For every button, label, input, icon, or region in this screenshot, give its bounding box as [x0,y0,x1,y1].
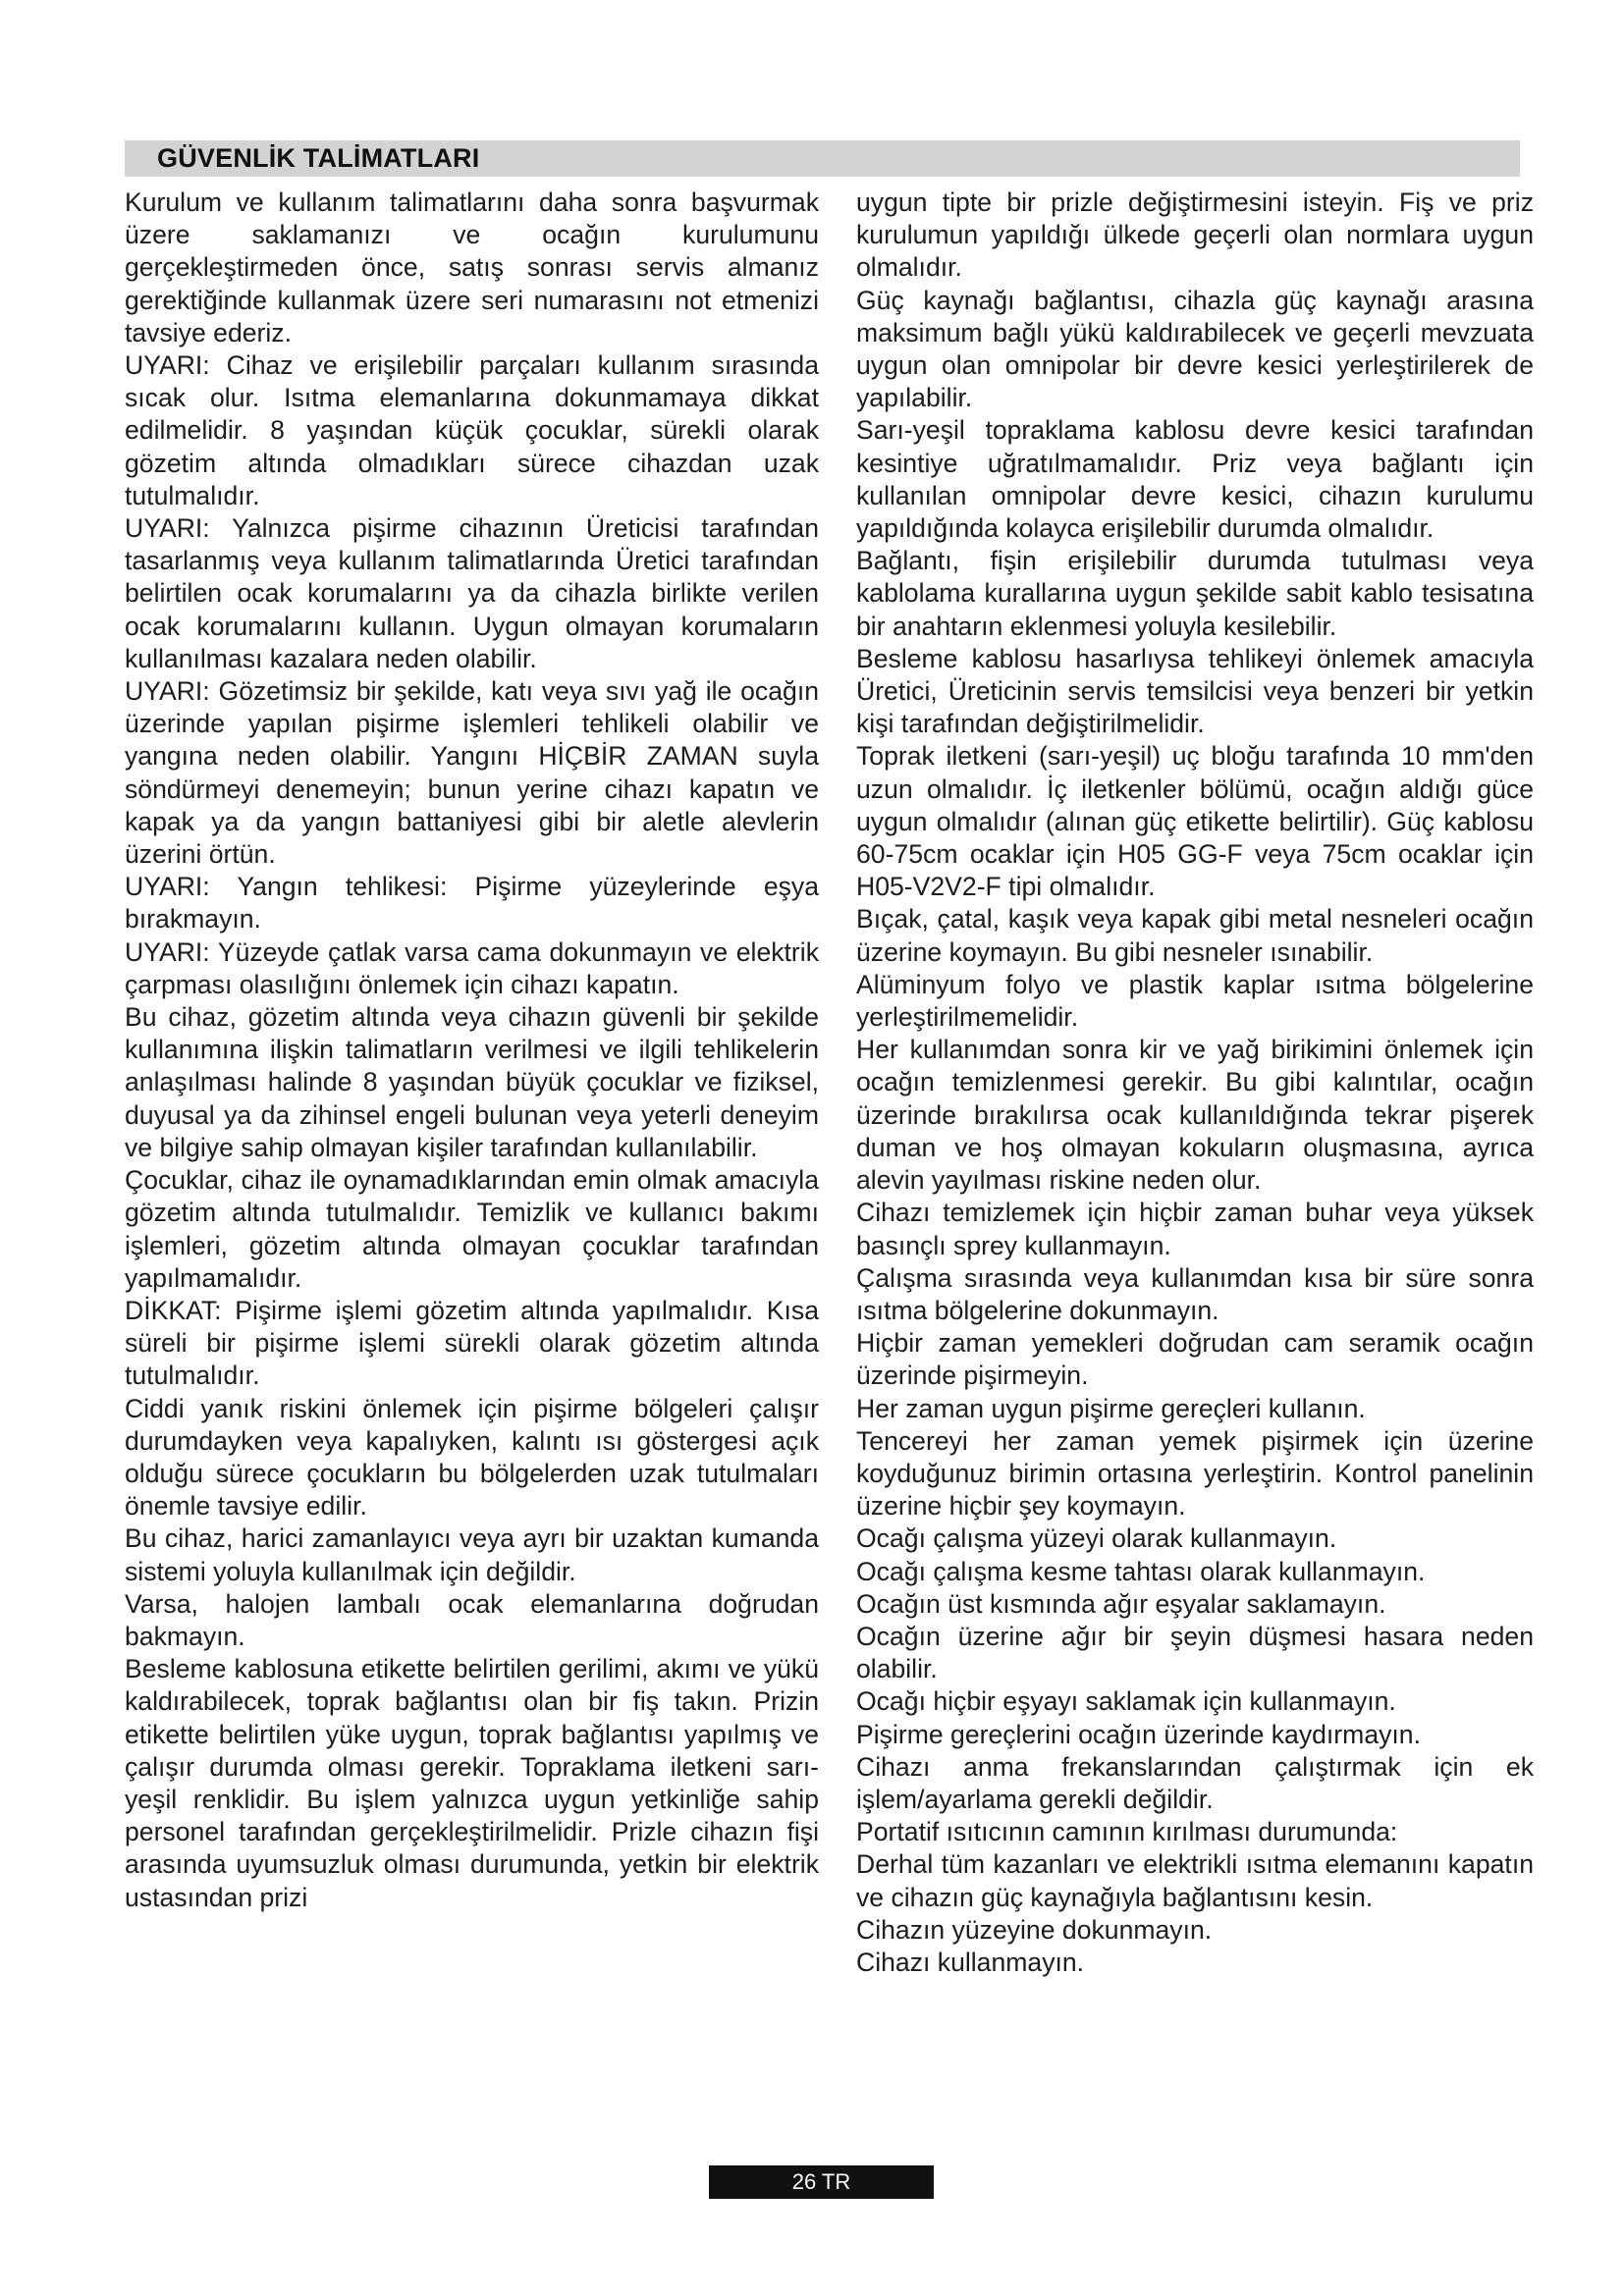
paragraph: Kurulum ve kullanım talimatlarını daha sonra başvurmak üzere saklamanızı ve ocağın kurulumunu gerçekleştirmeden önce, satış sonrası servis almanız gerektiğinde kullanmak üzere seri numarasını not etmenizi tavsiye ederiz. [125,187,819,347]
paragraph: Tencereyi her zaman yemek pişirmek için üzerine koyduğunuz birimin ortasına yerleştirin. Kontrol panelinin üzerine hiçbir şey koymayın. [856,1425,1534,1522]
paragraph: Cihazı temizlemek için hiçbir zaman buhar veya yüksek basınçlı sprey kullanmayın. [856,1198,1534,1260]
paragraph: Her zaman uygun pişirme gereçleri kullanın. [856,1393,1366,1423]
section-title: GÜVENLİK TALİMATLARI [157,143,480,173]
left-column [125,187,819,1914]
paragraph: Bu cihaz, harici zamanlayıcı veya ayrı bir uzaktan kumanda sistemi yoluyla kullanılmak için değildir. [125,1523,819,1586]
paragraph: DİKKAT: Pişirme işlemi gözetim altında yapılmalıdır. Kısa süreli bir pişirme işlemi sürekli olarak gözetim altında tutulmalıdır. [125,1295,819,1391]
paragraph: Toprak iletkeni (sarı-yeşil) uç bloğu tarafında 10 mm'den uzun olmalıdır. İç iletkenler bölümü, ocağın aldığı güce uygun olmalıdır (alınan güç etikette belirtilir). Güç kablosu 60-75cm ocaklar için H05 GG-F veya 75cm ocaklar için H05-V2V2-F tipi olmalıdır. [856,741,1534,902]
paragraph: Bağlantı, fişin erişilebilir durumda tutulması veya kablolama kurallarına uygun şekilde sabit kablo tesisatına bir anahtarın eklenmesi yoluyla kesilebilir. [856,546,1534,641]
paragraph: Çocuklar, cihaz ile oynamadıklarından emin olmak amacıyla gözetim altında tutulmalıdır. Temizlik ve kullanıcı bakımı işlemleri, gözetim altında olmayan çocuklar tarafından yapılmamalıdır. [125,1165,819,1293]
paragraph: uygun tipte bir prizle değiştirmesini isteyin. Fiş ve priz kurulumun yapıldığı ülkede geçerli olan normlara uygun olmalıdır. [856,187,1534,283]
paragraph: Ocağın üst kısmında ağır eşyalar saklamayın. [856,1588,1386,1619]
paragraph: Bıçak, çatal, kaşık veya kapak gibi metal nesneleri ocağın üzerine koymayın. Bu gibi nesneler ısınabilir. [856,904,1534,967]
right-column [856,187,1534,1979]
paragraph: Ocağı hiçbir eşyayı saklamak için kullanmayın. [856,1686,1396,1717]
paragraph: Derhal tüm kazanları ve elektrikli ısıtma elemanını kapatın ve cihazın güç kaynağıyla bağlantısını kesin. [856,1849,1534,1912]
paragraph: Güç kaynağı bağlantısı, cihazla güç kaynağı arasına maksimum bağlı yükü kaldırabilecek ve geçerli mevzuata uygun olan omnipolar bir devre kesici yerleştirilerek de yapılabilir. [856,285,1534,413]
paragraph: Cihazı kullanmayın. [856,1947,1085,1977]
paragraph: Ciddi yanık riskini önlemek için pişirme bölgeleri çalışır durumdayken veya kapalıyken, kalıntı ısı göstergesi açık olduğu sürece çocukların bu bölgelerden uzak tutulmaları önemle tavsiye edilir. [125,1393,819,1522]
paragraph: Pişirme gereçlerini ocağın üzerinde kaydırmayın. [856,1719,1421,1749]
paragraph: Bu cihaz, gözetim altında veya cihazın güvenli bir şekilde kullanımına ilişkin talimatların verilmesi ve ilgili tehlikelerin anlaşılması halinde 8 yaşından büyük çocuklar ve fiziksel, duyusal ya da zihinsel engeli bulunan veya yeterli deneyim ve bilgiye sahip olmayan kişiler tarafından kullanılabilir. [125,1002,819,1162]
paragraph: UYARI: Cihaz ve erişilebilir parçaları kullanım sırasında sıcak olur. Isıtma elemanlarına dokunmamaya dikkat edilmelidir. 8 yaşından küçük çocuklar, sürekli olarak gözetim altında olmadıkları sürece cihazdan uzak tutulmalıdır. [125,350,819,510]
paragraph: Her kullanımdan sonra kir ve yağ birikimini önlemek için ocağın temizlenmesi gerekir. Bu gibi kalıntılar, ocağın üzerinde bırakılırsa ocak kullanıldığında tekrar pişerek duman ve hoş olmayan kokuların oluşmasına, ayrıca alevin yayılması riskine neden olur. [856,1035,1534,1196]
paragraph: UYARI: Gözetimsiz bir şekilde, katı veya sıvı yağ ile ocağın üzerinde yapılan pişirme işlemleri tehlikeli olabilir ve yangına neden olabilir. Yangını HİÇBİR ZAMAN suyla söndürmeyi denemeyin; bunun yerine cihazı kapatın ve kapak ya da yangın battaniyesi gibi bir aletle alevlerin üzerini örtün. [125,676,819,870]
paragraph: Ocağı çalışma yüzeyi olarak kullanmayın. [856,1523,1337,1554]
paragraph: Hiçbir zaman yemekleri doğrudan cam seramik ocağın üzerinde pişirmeyin. [856,1328,1534,1391]
paragraph: Besleme kablosu hasarlıysa tehlikeyi önlemek amacıyla Üretici, Üreticinin servis temsilcisi veya benzeri bir yetkin kişi tarafından değiştirilmelidir. [856,643,1534,739]
paragraph: Çalışma sırasında veya kullanımdan kısa bir süre sonra ısıtma bölgelerine dokunmayın. [856,1262,1534,1325]
paragraph: Cihazın yüzeyine dokunmayın. [856,1914,1213,1945]
paragraph: UYARI: Yüzeyde çatlak varsa cama dokunmayın ve elektrik çarpması olasılığını önlemek için cihazı kapatın. [125,936,819,999]
paragraph: Sarı-yeşil topraklama kablosu devre kesici tarafından kesintiye uğratılmamalıdır. Priz veya bağlantı için kullanılan omnipolar devre kesici, cihazın kurulumu yapıldığında kolayca erişilebilir durumda olmalıdır. [856,415,1534,544]
paragraph: Besleme kablosuna etikette belirtilen gerilimi, akımı ve yükü kaldırabilecek, toprak bağlantısı olan bir fiş takın. Prizin etikette belirtilen yüke uygun, toprak bağlantısı yapılmış ve çalışır durumda olması gerekir. Topraklama iletkeni sarı-yeşil renklidir. Bu işlem yalnızca uygun yetkinliğe sahip personel tarafından gerçekleştirilmelidir. Prizle cihazın fişi arasında uyumsuzluk olması durumunda, yetkin bir elektrik ustasından prizi [125,1654,819,1912]
paragraph: Alüminyum folyo ve plastik kaplar ısıtma bölgelerine yerleştirilmemelidir. [856,969,1534,1033]
paragraph: Ocağın üzerine ağır bir şeyin düşmesi hasara neden olabilir. [856,1621,1534,1684]
paragraph: Ocağı çalışma kesme tahtası olarak kullanmayın. [856,1556,1426,1586]
paragraph: Portatif ısıtıcının camının kırılması durumunda: [856,1817,1398,1847]
paragraph: Cihazı anma frekanslarından çalıştırmak için ek işlem/ayarlama gerekli değildir. [856,1751,1534,1814]
paragraph: Varsa, halojen lambalı ocak elemanlarına doğrudan bakmayın. [125,1588,819,1651]
paragraph: UYARI: Yangın tehlikesi: Pişirme yüzeylerinde eşya bırakmayın. [125,872,819,934]
section-header-bar [125,140,1520,177]
paragraph: UYARI: Yalnızca pişirme cihazının Üreticisi tarafından tasarlanmış veya kullanım talimatlarında Üretici tarafından belirtilen ocak korumalarını ya da cihazla birlikte verilen ocak korumalarını kullanın. Uygun olmayan korumaların kullanılması kazalara neden olabilir. [125,513,819,673]
page-number: 26 TR [709,2165,934,2199]
